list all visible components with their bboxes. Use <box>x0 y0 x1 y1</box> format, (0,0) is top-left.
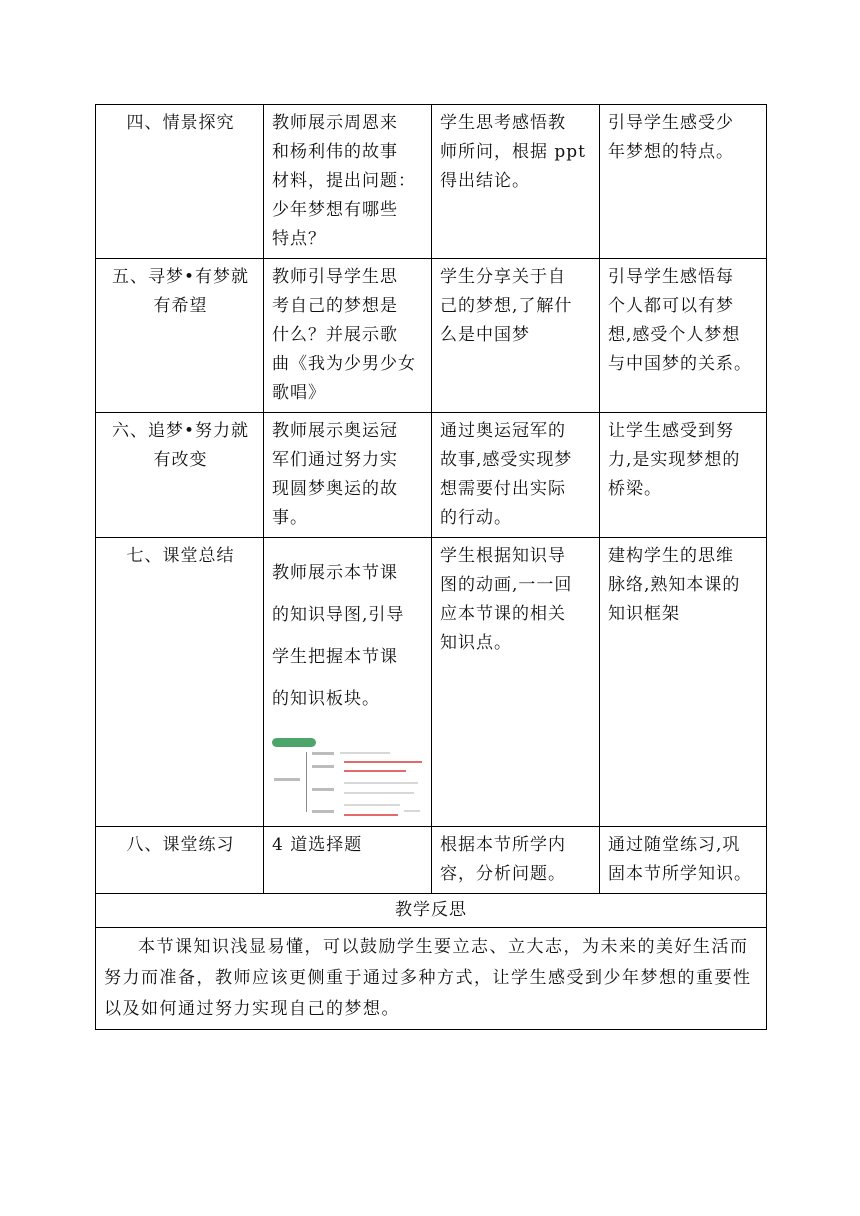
student-activity-cell: 通过奥运冠军的 故事,感受实现梦 想需要付出实际 的行动。 <box>432 413 600 538</box>
mind-map-root <box>274 778 300 781</box>
reflection-text: 本节课知识浅显易懂，可以鼓励学生要立志、立大志，为未来的美好生活而努力而准备，教师应该更侧重于通过多种方式，让学生感受到少年梦想的重要性以及如何通过努力实现自己的梦想。 <box>96 928 767 1030</box>
stage-cell: 五、寻梦•有梦就有希望 <box>96 259 264 413</box>
teacher-activity-cell: 教师展示周恩来 和杨利伟的故事 材料，提出问题： 少年梦想有哪些 特点？ <box>264 105 432 259</box>
mind-map-branch <box>312 752 334 755</box>
mind-map-leaf <box>344 804 400 806</box>
table-row <box>96 105 767 259</box>
design-purpose-cell: 通过随堂练习,巩 固本节所学知识。 <box>600 827 767 894</box>
student-activity-cell: 学生分享关于自 己的梦想,了解什 么是中国梦 <box>432 259 600 413</box>
mind-map-branch <box>312 788 334 791</box>
mind-map-leaf <box>344 792 414 794</box>
student-activity-cell: 根据本节所学内 容，分析问题。 <box>432 827 600 894</box>
mind-map-leaf <box>344 761 422 763</box>
mind-map-title-pill <box>272 738 316 747</box>
teacher-activity-cell: 教师展示奥运冠 军们通过努力实 现圆梦奥运的故 事。 <box>264 413 432 538</box>
mind-map-leaf <box>340 752 390 754</box>
table-row <box>96 259 767 413</box>
teacher-activity-cell <box>264 538 432 827</box>
table-row <box>96 827 767 894</box>
mind-map-leaf <box>344 782 418 784</box>
summary-text: 教师展示本节课 的知识导图,引导 学生把握本节课 的知识板块。 <box>272 563 405 709</box>
stage-cell: 七、课堂总结 <box>96 538 264 827</box>
knowledge-map-thumbnail <box>272 738 424 822</box>
mind-map-leaf <box>344 770 406 772</box>
mind-map-leaf <box>404 810 420 812</box>
stage-cell: 八、课堂练习 <box>96 827 264 894</box>
mind-map-leaf <box>344 814 398 816</box>
reflection-heading: 教学反思 <box>96 894 767 928</box>
teacher-activity-cell: 教师引导学生思 考自己的梦想是 什么？并展示歌 曲《我为少男少女 歌唱》 <box>264 259 432 413</box>
mind-map-branch <box>312 810 334 813</box>
table-row <box>96 413 767 538</box>
stage-cell: 四、情景探究 <box>96 105 264 259</box>
student-activity-cell: 学生根据知识导 图的动画,一一回 应本节课的相关 知识点。 <box>432 538 600 827</box>
mind-map-branch <box>312 765 334 768</box>
design-purpose-cell: 引导学生感悟每 个人都可以有梦 想,感受个人梦想 与中国梦的关系。 <box>600 259 767 413</box>
student-activity-cell: 学生思考感悟教 师所问，根据 ppt 得出结论。 <box>432 105 600 259</box>
mind-map-bracket <box>306 752 307 812</box>
table-row <box>96 894 767 928</box>
design-purpose-cell: 建构学生的思维 脉络,熟知本课的 知识框架 <box>600 538 767 827</box>
lesson-plan-table <box>95 104 767 1030</box>
table-row <box>96 538 767 827</box>
design-purpose-cell: 让学生感受到努 力,是实现梦想的 桥梁。 <box>600 413 767 538</box>
stage-cell: 六、追梦•努力就有改变 <box>96 413 264 538</box>
teacher-activity-cell: 4 道选择题 <box>264 827 432 894</box>
design-purpose-cell: 引导学生感受少 年梦想的特点。 <box>600 105 767 259</box>
table-row <box>96 928 767 1030</box>
